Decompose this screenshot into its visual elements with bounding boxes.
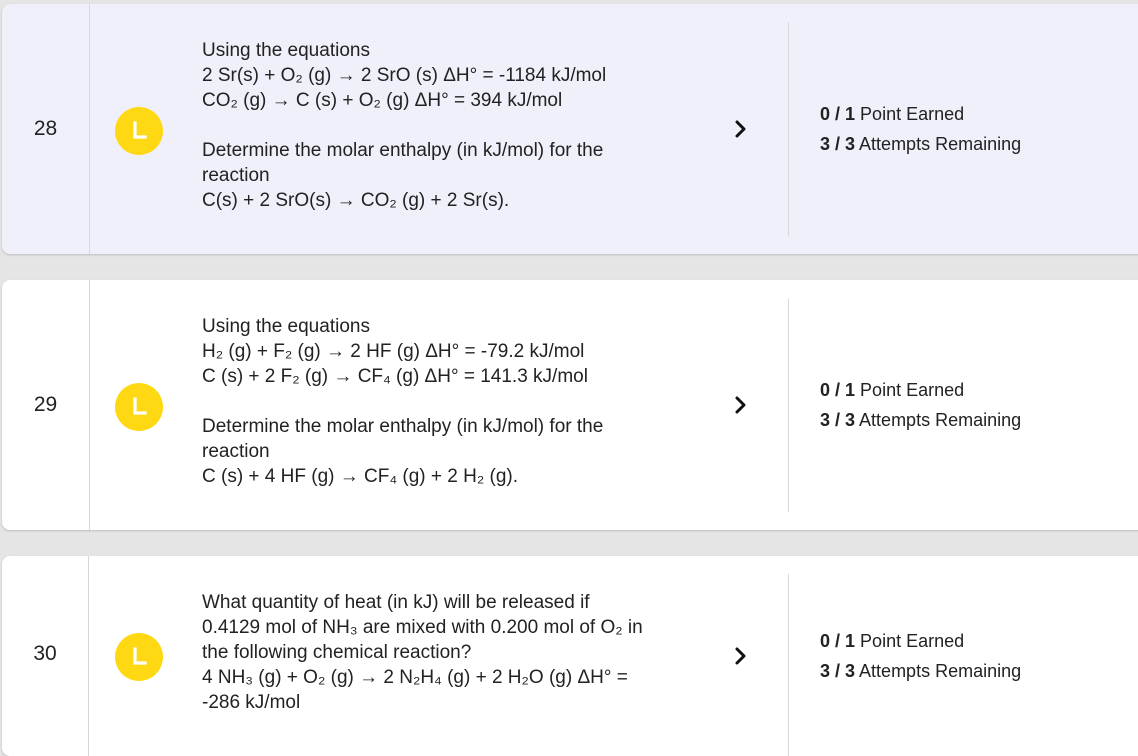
question-number: 29 bbox=[2, 280, 90, 530]
score-panel bbox=[820, 375, 1021, 435]
question-line: What quantity of heat (in kJ) will be released if bbox=[202, 592, 590, 613]
question-line bbox=[202, 113, 732, 138]
question-row-28[interactable] bbox=[2, 4, 1138, 254]
score-panel bbox=[820, 99, 1021, 159]
question-number bbox=[2, 556, 89, 756]
question-number: 28 bbox=[2, 4, 90, 254]
score-panel bbox=[820, 626, 1021, 686]
chevron-right-icon[interactable] bbox=[728, 116, 754, 142]
question-line: reaction bbox=[202, 165, 270, 186]
question-line: the following chemical reaction? bbox=[202, 642, 472, 663]
question-line: Determine the molar enthalpy (in kJ/mol) for the bbox=[202, 140, 604, 161]
clock-icon bbox=[115, 633, 163, 681]
points-label: Point Earned bbox=[860, 380, 965, 400]
question-text bbox=[202, 314, 732, 489]
attempts-remaining bbox=[820, 656, 1021, 686]
attempts-value: 3 / 3 bbox=[820, 661, 856, 681]
column-divider bbox=[788, 574, 789, 756]
question-line: CO₂ (g) → C (s) + O₂ (g) ΔH° = 394 kJ/mol bbox=[202, 90, 563, 111]
question-line: C (s) + 2 F₂ (g) → CF₄ (g) ΔH° = 141.3 kJ/mol bbox=[202, 366, 588, 387]
question-line: 4 NH₃ (g) + O₂ (g) → 2 N₂H₄ (g) + 2 H₂O (g) ΔH° = bbox=[202, 667, 628, 688]
points-value: 0 / 1 bbox=[820, 380, 856, 400]
points-label: Point Earned bbox=[860, 104, 965, 124]
attempts-label: Attempts Remaining bbox=[859, 134, 1022, 154]
chevron-right-icon[interactable] bbox=[728, 392, 754, 418]
question-line bbox=[202, 389, 732, 414]
question-text bbox=[202, 590, 732, 715]
question-line: Using the equations bbox=[202, 316, 370, 337]
question-line: 0.4129 mol of NH₃ are mixed with 0.200 mol of O₂ in bbox=[202, 617, 643, 638]
question-line: Determine the molar enthalpy (in kJ/mol) for the bbox=[202, 416, 604, 437]
attempts-value: 3 / 3 bbox=[820, 410, 856, 430]
points-value: 0 / 1 bbox=[820, 631, 856, 651]
question-number-label: 30 bbox=[33, 642, 57, 665]
attempts-label: Attempts Remaining bbox=[859, 410, 1022, 430]
attempts-label: Attempts Remaining bbox=[859, 661, 1022, 681]
question-row-29[interactable] bbox=[2, 280, 1138, 530]
points-earned bbox=[820, 375, 1021, 405]
question-line: C (s) + 4 HF (g) → CF₄ (g) + 2 H₂ (g). bbox=[202, 466, 518, 487]
question-line: 2 Sr(s) + O₂ (g) → 2 SrO (s) ΔH° = -1184 kJ/mol bbox=[202, 65, 607, 86]
column-divider bbox=[788, 298, 789, 512]
question-text bbox=[202, 38, 732, 213]
attempts-remaining bbox=[820, 405, 1021, 435]
question-line: -286 kJ/mol bbox=[202, 692, 301, 713]
attempts-value: 3 / 3 bbox=[820, 134, 856, 154]
points-earned bbox=[820, 626, 1021, 656]
points-label: Point Earned bbox=[860, 631, 965, 651]
question-line: H₂ (g) + F₂ (g) → 2 HF (g) ΔH° = -79.2 kJ/mol bbox=[202, 341, 585, 362]
column-divider bbox=[788, 22, 789, 236]
points-value: 0 / 1 bbox=[820, 104, 856, 124]
attempts-remaining bbox=[820, 129, 1021, 159]
question-line: Using the equations bbox=[202, 40, 370, 61]
question-line: C(s) + 2 SrO(s) → CO₂ (g) + 2 Sr(s). bbox=[202, 190, 510, 211]
question-row-30[interactable] bbox=[2, 556, 1138, 756]
clock-icon bbox=[115, 107, 163, 155]
chevron-right-icon[interactable] bbox=[728, 643, 754, 669]
points-earned bbox=[820, 99, 1021, 129]
question-line: reaction bbox=[202, 441, 270, 462]
clock-icon bbox=[115, 383, 163, 431]
